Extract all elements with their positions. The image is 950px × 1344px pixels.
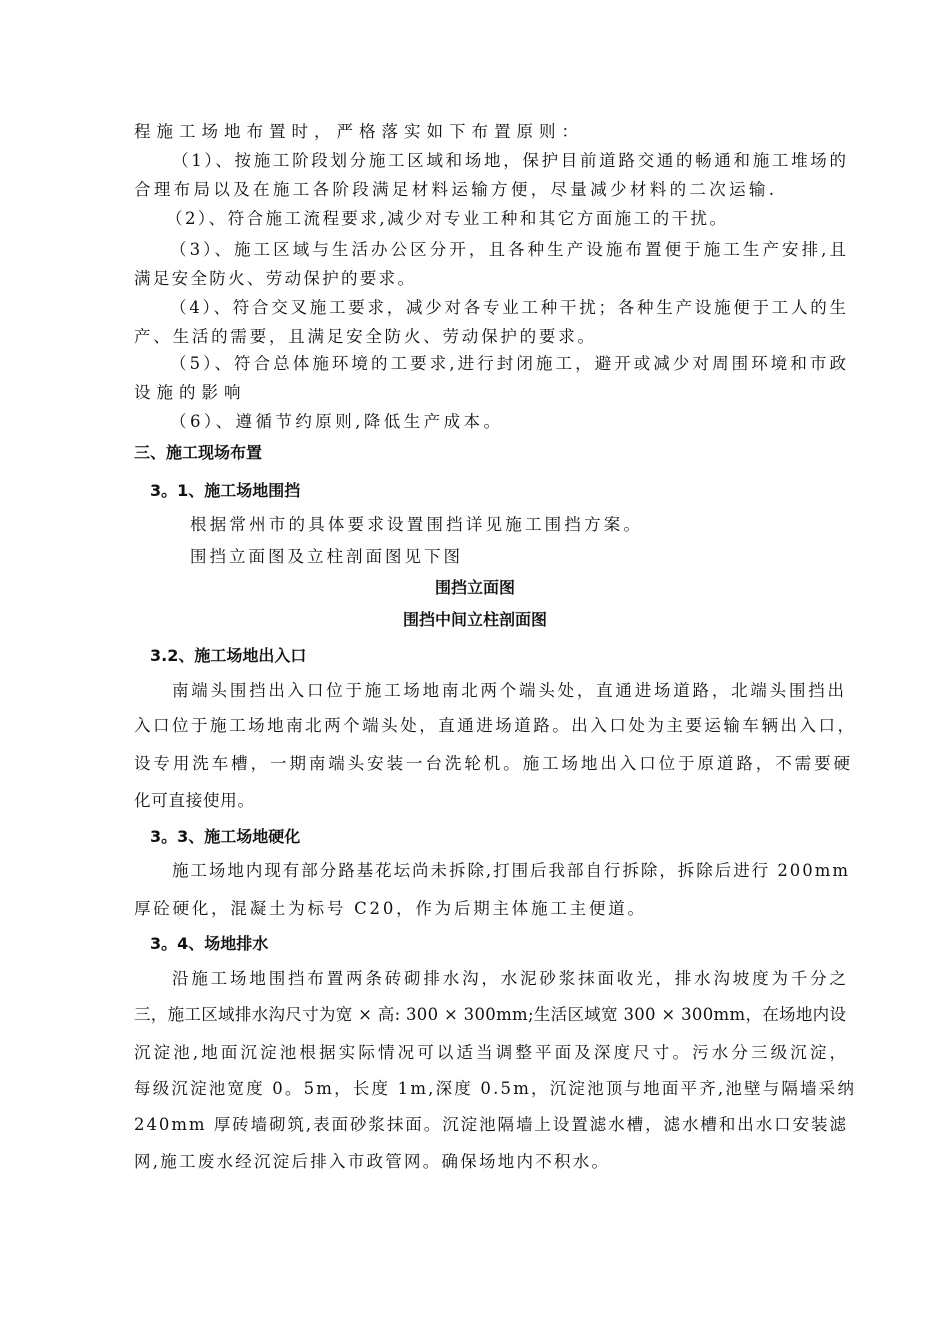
figure-caption: 围挡立面图 (434, 578, 515, 597)
paragraph-line: （3）、施工区域与生活办公区分开，且各种生产设施布置便于施工生产安排,且 (170, 240, 850, 259)
paragraph-line: （5）、符合总体施环境的工要求,进行封闭施工，避开或减少对周围环境和市政 (170, 354, 850, 373)
paragraph-line: 240mm 厚砖墙砌筑,表面砂浆抹面。沉淀池隔墙上设置滤水槽，滤水槽和出水口安装滤 (134, 1115, 848, 1134)
paragraph-line: 满足安全防火、劳动保护的要求。 (134, 269, 417, 288)
paragraph-line: 根据常州市的具体要求设置围挡详见施工围挡方案。 (190, 515, 644, 534)
paragraph-line: 围挡立面图及立柱剖面图见下图 (190, 547, 463, 566)
paragraph-line: 施工场地内现有部分路基花坛尚未拆除,打围后我部自行拆除，拆除后进行 200mm (172, 861, 850, 880)
paragraph-line: 入口位于施工场地南北两个端头处，直通进场道路。出入口处为主要运输车辆出入口， (134, 716, 857, 735)
paragraph-line: 三，施工区域排水沟尺寸为宽 × 高: 300 × 300mm;生活区域宽 300 × 300mm，在场地内设 (134, 1005, 847, 1024)
paragraph-line: 每级沉淀池宽度 0。5m，长度 1m,深度 0.5m，沉淀池顶与地面平齐,池壁与隔墙采纳 (134, 1079, 857, 1098)
paragraph-line: （2）、符合施工流程要求,减少对专业工种和其它方面施工的干扰。 (166, 209, 729, 228)
paragraph-line: 网,施工废水经沉淀后排入市政管网。确保场地内不积水。 (134, 1152, 611, 1171)
section-heading: 三、施工现场布置 (134, 443, 263, 462)
subsection-heading: 3。1、施工场地围挡 (150, 481, 301, 500)
paragraph-line: （4）、符合交叉施工要求，减少对各专业工种干扰；各种生产设施便于工人的生 (170, 298, 849, 317)
paragraph-line: （6）、遵循节约原则,降低生产成本。 (170, 412, 504, 431)
figure-caption: 围挡中间立柱剖面图 (402, 610, 547, 629)
paragraph-line: 沉淀池,地面沉淀池根据实际情况可以适当调整平面及深度尺寸。污水分三级沉淀， (134, 1043, 850, 1062)
paragraph-line: 程施工场地布置时，严格落实如下布置原则： (134, 122, 584, 141)
paragraph-line: 南端头围挡出入口位于施工场地南北两个端头处，直通进场道路，北端头围挡出 (172, 681, 847, 700)
paragraph-line: 化可直接使用。 (134, 791, 255, 810)
paragraph-line: 沿施工场地围挡布置两条砖砌排水沟，水泥砂浆抹面收光，排水沟坡度为千分之 (172, 969, 849, 988)
paragraph-line: 设专用洗车槽，一期南端头安装一台洗轮机。施工场地出入口位于原道路，不需要硬 (134, 754, 853, 773)
subsection-heading: 3.2、施工场地出入口 (150, 646, 307, 665)
paragraph-line: 设施的影响 (134, 383, 247, 402)
paragraph-line: 产、生活的需要，且满足安全防火、劳动保护的要求。 (134, 327, 597, 346)
paragraph-line: 厚砼硬化，混凝土为标号 C20，作为后期主体施工主便道。 (134, 899, 647, 918)
paragraph-line: 合理布局以及在施工各阶段满足材料运输方便，尽量减少材料的二次运输. (134, 180, 778, 199)
subsection-heading: 3。3、施工场地硬化 (150, 827, 301, 846)
subsection-heading: 3。4、场地排水 (150, 934, 269, 953)
paragraph-line: （1）、按施工阶段划分施工区域和场地，保护目前道路交通的畅通和施工堆场的 (172, 151, 849, 170)
